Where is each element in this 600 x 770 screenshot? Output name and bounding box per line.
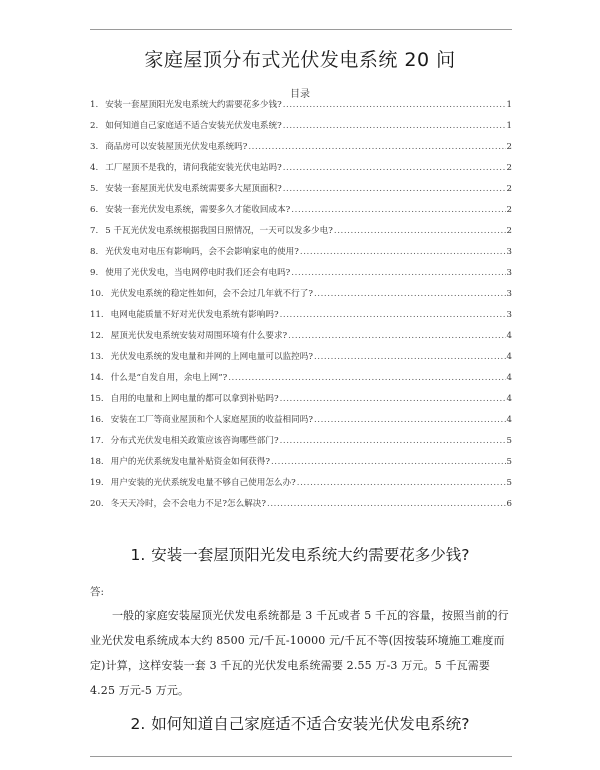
toc-entry-title: 5 千瓦光伏发电系统根据我国日照情况，一天可以发多少电? [105,226,333,236]
toc-entry[interactable] [90,413,512,434]
toc-entry-number: 17. [90,436,104,446]
toc-entry-number: 11. [90,310,104,320]
toc-entry-title: 安装一套屋顶光伏发电系统需要多大屋顶面积? [105,184,282,194]
toc-entry-page: 4 [506,352,512,362]
toc-entry-page: 2 [506,163,512,173]
toc-dot-leader [228,373,505,383]
toc-dot-leader [291,268,505,278]
toc-entry-page: 4 [506,394,512,404]
toc-dot-leader [267,499,506,509]
toc-entry-number: 8. [90,247,99,257]
section-2-number: 2. [130,715,146,733]
section-1-heading [0,543,600,565]
toc-entry[interactable] [90,497,512,518]
toc-entry-page: 3 [506,268,512,278]
toc-entry-title: 电网电能质量不好对光伏发电系统有影响吗? [110,310,279,320]
toc-entry-title: 安装一套光伏发电系统，需要多久才能收回成本? [105,205,291,215]
toc-entry-number: 20. [90,499,104,509]
toc-entry[interactable] [90,329,512,350]
document-title: 家庭屋顶分布式光伏发电系统 20 问 [144,49,456,71]
toc-entry[interactable] [90,245,512,266]
toc-entry-page: 1 [506,121,512,131]
toc-entry-page: 5 [506,436,512,446]
table-of-contents [90,98,512,518]
toc-dot-leader [314,352,506,362]
toc-entry[interactable] [90,308,512,329]
toc-dot-leader [297,478,506,488]
toc-entry-number: 1. [90,100,99,110]
toc-entry-page: 5 [506,478,512,488]
toc-entry-title: 工厂屋顶不是我的，请问我能安装光伏电站吗? [105,163,282,173]
toc-entry[interactable] [90,392,512,413]
toc-entry[interactable] [90,182,512,203]
toc-dot-leader [314,415,506,425]
answer-label: 答: [90,586,105,598]
toc-entry-page: 4 [506,415,512,425]
toc-entry-title: 分布式光伏发电相关政策应该咨询哪些部门? [110,436,279,446]
toc-entry-number: 10. [90,289,104,299]
toc-entry-number: 5. [90,184,99,194]
toc-entry-page: 2 [506,184,512,194]
toc-dot-leader [283,184,506,194]
toc-entry-number: 4. [90,163,99,173]
toc-dot-leader [288,331,505,341]
toc-entry-page: 3 [506,289,512,299]
toc-dot-leader [291,205,505,215]
toc-dot-leader [271,457,506,467]
toc-entry-title: 光伏发电系统的稳定性如何，会不会过几年就不行了? [110,289,313,299]
toc-entry-page: 4 [506,331,512,341]
toc-entry-page: 1 [506,100,512,110]
toc-entry-title: 如何知道自己家庭适不适合安装光伏发电系统? [105,121,282,131]
toc-entry-page: 4 [506,373,512,383]
section-2-heading [0,712,600,734]
toc-entry-page: 2 [506,226,512,236]
toc-entry-number: 15. [90,394,104,404]
section-2-title: 如何知道自己家庭适不适合安装光伏发电系统? [151,715,470,733]
toc-dot-leader [280,436,506,446]
toc-dot-leader [314,289,506,299]
toc-entry[interactable] [90,140,512,161]
toc-entry-number: 7. [90,226,99,236]
toc-entry[interactable] [90,434,512,455]
toc-entry-title: 自用的电量和上网电量的都可以拿到补贴吗? [110,394,279,404]
toc-entry-title: 用户安装的光伏系统发电量不够自己使用怎么办? [110,478,296,488]
toc-dot-leader [280,394,506,404]
toc-entry-title: 光伏发电对电压有影响吗，会不会影响家电的使用? [105,247,299,257]
toc-entry-title: 冬天天冷时，会不会电力不足?怎么解决? [110,499,266,509]
toc-entry[interactable] [90,476,512,497]
answer-paragraph: 一般的家庭安装屋顶光伏发电系统都是 3 千瓦或者 5 千瓦的容量，按照当前的行业光伏发电系统成本大约 8500 元/千瓦-10000 元/千瓦不等(因按装环境施工难度而定)计算，这样安装一套 3 千瓦的光伏发电系统需要 2.55 万-3 万元。5 千瓦需要 4.25 万元-5 万元。 [90,609,509,697]
toc-entry-number: 3. [90,142,99,152]
toc-entry[interactable] [90,161,512,182]
toc-entry-title: 屋顶光伏发电系统安装对周围环境有什么要求? [110,331,288,341]
toc-entry-number: 9. [90,268,99,278]
toc-entry[interactable] [90,350,512,371]
toc-dot-leader [334,226,506,236]
section-1-title: 安装一套屋顶阳光发电系统大约需要花多少钱? [151,546,470,564]
toc-entry-page: 3 [506,310,512,320]
toc-heading: 目录 [290,89,310,100]
toc-dot-leader [283,163,506,173]
toc-dot-leader [280,310,506,320]
toc-entry-number: 12. [90,331,104,341]
section-1-number: 1. [130,546,146,564]
footer-rule [90,756,512,757]
header-rule [90,29,512,30]
toc-entry-number: 13. [90,352,104,362]
toc-entry[interactable] [90,371,512,392]
toc-entry-title: 用户的光伏系统发电量补贴资金如何获得? [110,457,270,467]
toc-entry-title: 什么是“自发自用，余电上网”? [110,373,228,383]
toc-entry-page: 2 [506,205,512,215]
toc-entry-page: 6 [506,499,512,509]
toc-dot-leader [283,100,506,110]
toc-entry-title: 光伏发电系统的发电量和并网的上网电量可以监控吗? [110,352,313,362]
toc-entry-number: 16. [90,415,104,425]
toc-entry-title: 商品房可以安装屋顶光伏发电系统吗? [105,142,248,152]
toc-entry-page: 2 [506,142,512,152]
toc-entry-title: 安装在工厂等商业屋顶和个人家庭屋顶的收益相同吗? [110,415,313,425]
toc-entry-page: 5 [506,457,512,467]
toc-dot-leader [300,247,506,257]
toc-dot-leader [248,142,505,152]
toc-entry-page: 3 [506,247,512,257]
toc-entry-number: 14. [90,373,104,383]
toc-entry[interactable] [90,224,512,245]
toc-entry-number: 19. [90,478,104,488]
toc-entry-title: 安装一套屋顶阳光发电系统大约需要花多少钱? [105,100,282,110]
toc-dot-leader [283,121,506,131]
toc-entry-title: 使用了光伏发电，当电网停电时我们还会有电吗? [105,268,291,278]
toc-entry[interactable] [90,455,512,476]
toc-entry-number: 18. [90,457,104,467]
toc-entry[interactable] [90,266,512,287]
toc-entry[interactable] [90,203,512,224]
toc-entry[interactable] [90,287,512,308]
toc-entry-number: 2. [90,121,99,131]
toc-entry-number: 6. [90,205,99,215]
toc-entry[interactable] [90,119,512,140]
toc-entry[interactable] [90,98,512,119]
